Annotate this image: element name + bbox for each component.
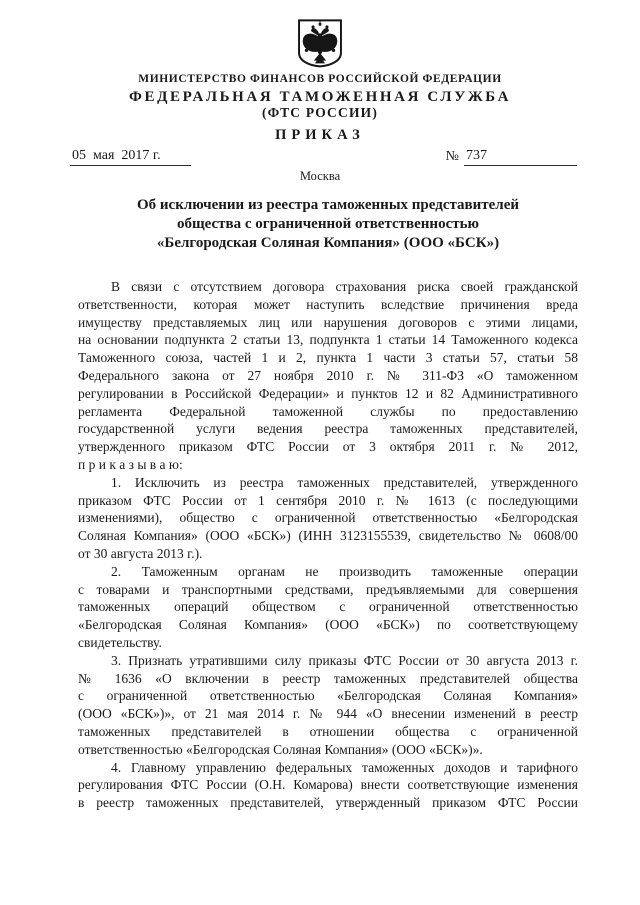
text-line: в реестр таможенных представителей, утвержденный приказом ФТС России [78,795,578,811]
date-field: 05 мая 2017 г. [70,148,191,166]
document-body [78,278,578,812]
text-line: государственной услуги ведения реестра таможенных представителей, [78,421,578,437]
text-line: регулировании в Российской Федерации» и пунктов 12 и 82 Административного [78,385,578,401]
text-line: Соляная Компания» (ООО «БСК») (ИНН 3123155539, свидетельство № 0608/00 [78,528,578,544]
text-line: В связи с отсутствием договора страхования риска своей гражданской [111,279,578,294]
document-number-field [446,148,577,166]
document-number: 737 [464,148,577,166]
text-line: от 30 августа 2013 г.). [78,545,203,561]
text-line: регламента Федеральной таможенной службы по предоставлению [78,403,578,419]
russia-coat-of-arms-icon [297,18,343,68]
agency-abbreviation: (ФТС РОССИИ) [261,105,379,120]
text-line: 2. Таможенным органам не производить таможенные операции [111,563,578,579]
text-line: регулирования ФТС России (О.Н. Комарова) внести соответствующие изменения [78,777,578,793]
text-line: ответственностью «Белгородская Соляная Компания» (ООО «БСК»)». [78,741,483,757]
text-line: «Белгородская Соляная Компания» (ООО «БСК») по соответствующему [78,617,578,633]
ministry-name: МИНИСТЕРСТВО ФИНАНСОВ РОССИЙСКОЙ ФЕДЕРАЦИИ [138,73,502,85]
document-type-heading: ПРИКАЗ [275,127,365,143]
text-line: свидетельству. [78,634,162,650]
text-line: таможенных представителей в отношении общества с ограниченной [78,723,578,739]
text-line: приказом ФТС России от 1 сентября 2010 г. № 1613 (с последующими [78,492,578,508]
text-line: 4. Главному управлению федеральных таможенных доходов и тарифного [111,759,578,775]
title-line: Об исключении из реестра таможенных представителей [136,197,520,213]
text-line: Таможенного союза, частей 1 и 2, пункта 1 части 3 статьи 57, статьи 58 [78,350,578,366]
date-number-row [70,148,577,166]
text-line: 1. Исключить из реестра таможенных представителей, утвержденного [111,474,578,490]
text-line: ответственности, которая может наступить вследствие причинения вреда [78,296,578,312]
text-line: с товарами и транспортными средствами, предъявляемыми для совершения [78,581,578,597]
text-line: на основании подпункта 2 статьи 13, подпункта 1 статьи 14 Таможенного кодекса [78,332,578,348]
text-line: таможенных операций обществом с ограниченной ответственностью [78,599,578,615]
text-line: имуществу представляемых лиц или нарушения договоров с этими лицами, [78,314,578,330]
text-line: с ограниченной ответственностью «Белгородская Соляная Компания» [78,688,578,704]
text-line: Федерального закона от 27 ноября 2010 г. № 311-ФЗ «О таможенном [78,367,578,383]
text-line: изменениями), общество с ограниченной ответственностью «Белгородская [78,510,578,526]
document-title [78,196,578,253]
title-line: «Белгородская Соляная Компания» (ООО «БСК») [156,235,500,251]
text-line: (ООО «БСК»)», от 21 мая 2014 г. № 944 «О внесении изменений в реестр [78,706,578,722]
text-line: 3. Признать утратившими силу приказы ФТС России от 30 августа 2013 г. [111,652,578,668]
agency-name: ФЕДЕРАЛЬНАЯ ТАМОЖЕННАЯ СЛУЖБА [128,89,512,105]
text-line: утвержденного приказом ФТС России от 3 октября 2011 г. № 2012, [78,439,578,455]
text-line: п р и к а з ы в а ю: [78,456,183,472]
city-label: Москва [299,169,341,183]
text-line: № 1636 «О включении в реестр таможенных представителей общества [78,670,578,686]
title-line: общества с ограниченной ответственностью [177,216,479,232]
number-sign: № [445,149,459,164]
